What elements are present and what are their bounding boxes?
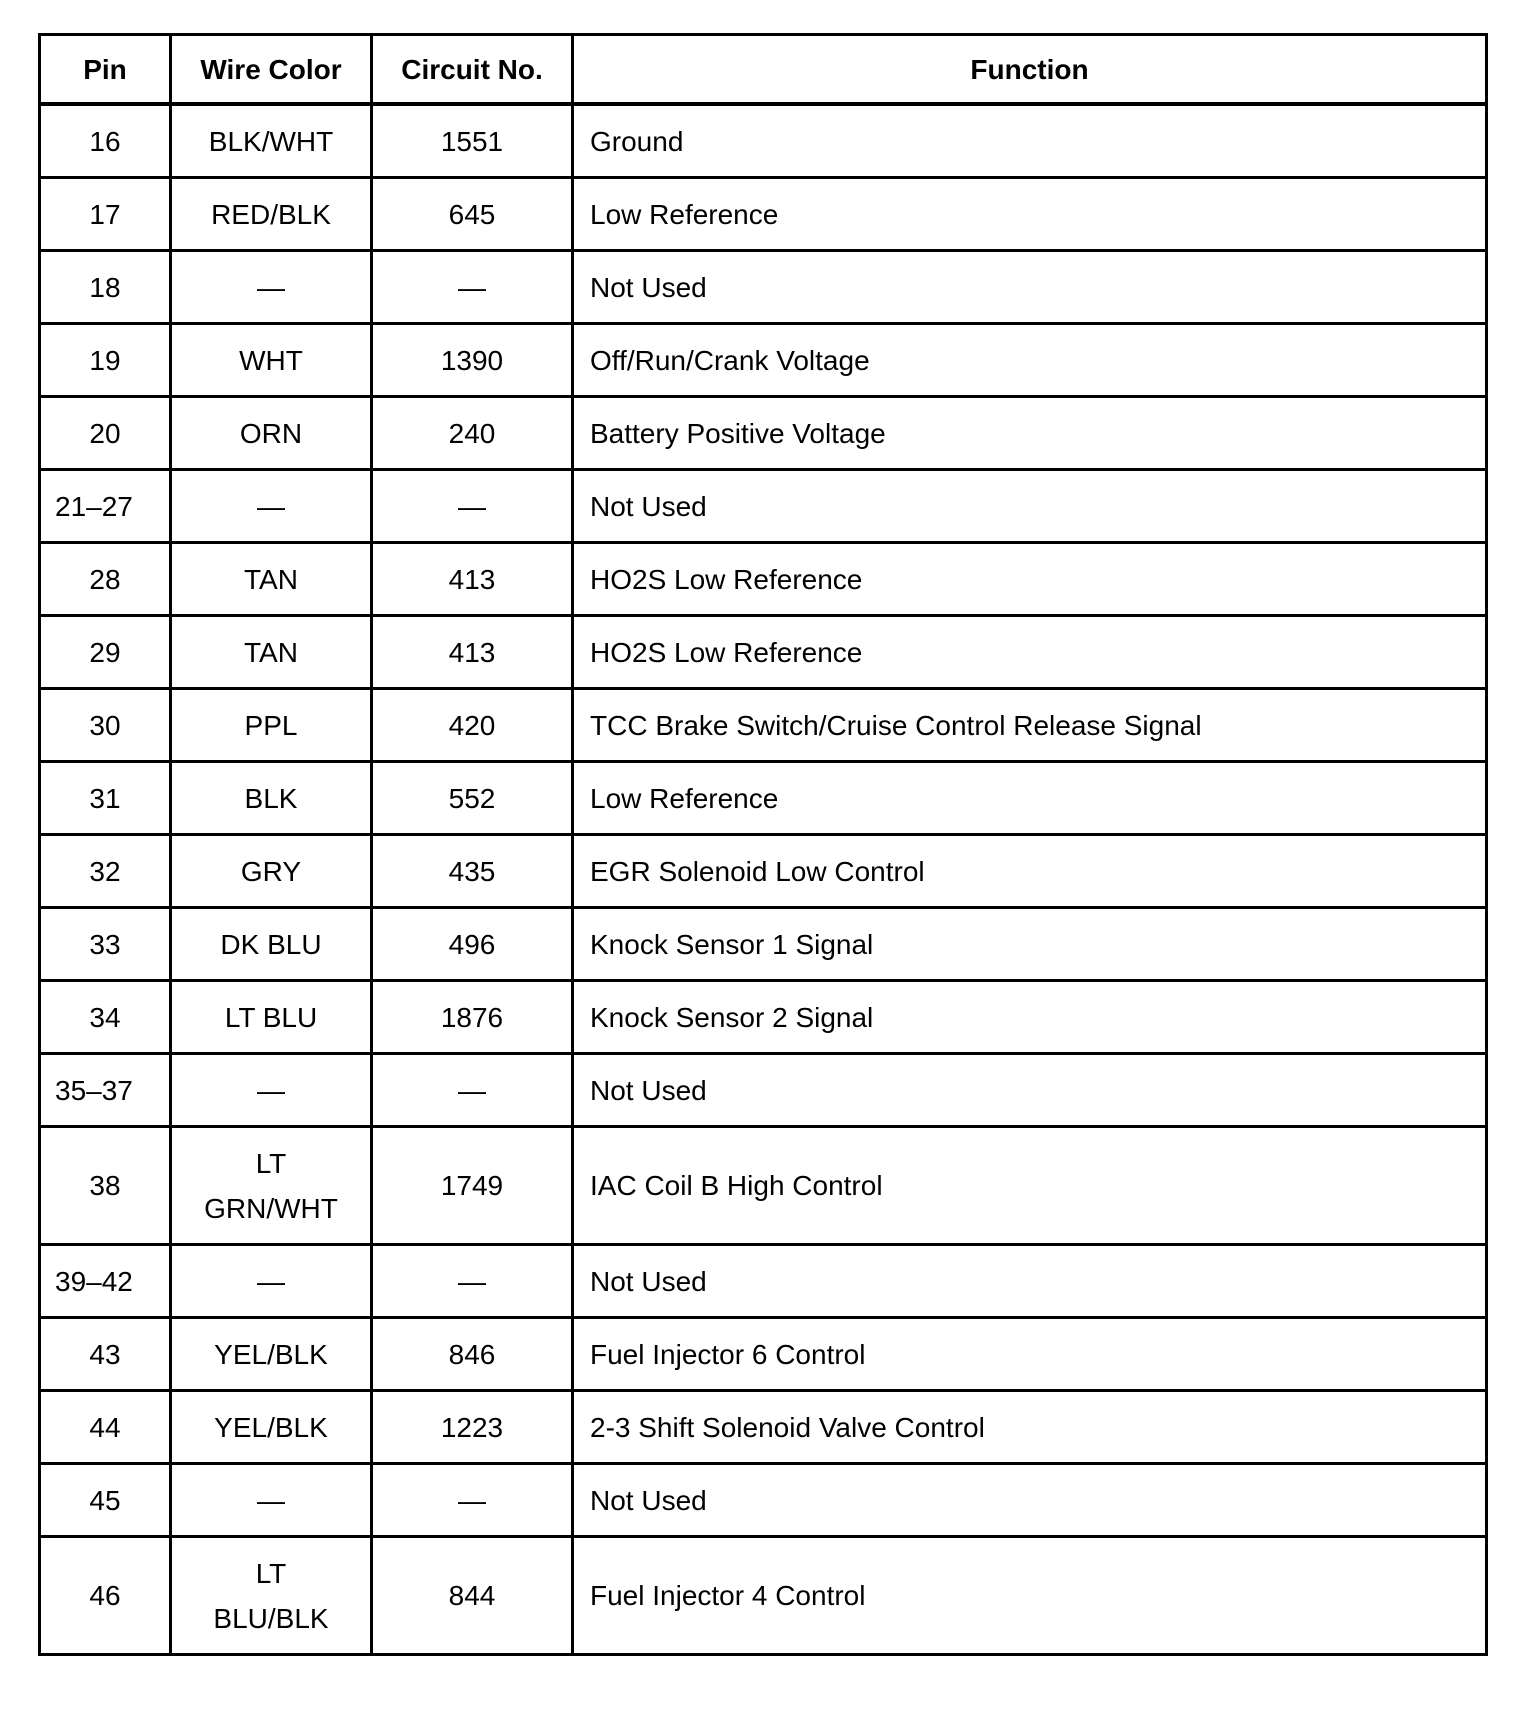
table-row <box>40 1127 1487 1245</box>
table-row <box>40 1391 1487 1464</box>
function-cell: HO2S Low Reference <box>573 616 1487 689</box>
circuit-cell: 844 <box>372 1537 573 1655</box>
table-row <box>40 762 1487 835</box>
pin-cell: 17 <box>40 178 171 251</box>
circuit-cell: 413 <box>372 616 573 689</box>
pin-cell: 30 <box>40 689 171 762</box>
wire-color-cell: TAN <box>171 616 372 689</box>
function-cell: Not Used <box>573 251 1487 324</box>
pin-cell: 29 <box>40 616 171 689</box>
table-row <box>40 1054 1487 1127</box>
wire-color-cell: PPL <box>171 689 372 762</box>
header-circuit-no: Circuit No. <box>372 35 573 105</box>
wire-color-cell: YEL/BLK <box>171 1318 372 1391</box>
pin-cell: 21–27 <box>40 470 171 543</box>
circuit-cell: 1749 <box>372 1127 573 1245</box>
wire-color-cell: — <box>171 1054 372 1127</box>
wire-color-cell <box>171 1127 372 1245</box>
header-function: Function <box>573 35 1487 105</box>
table-row <box>40 397 1487 470</box>
table-row <box>40 178 1487 251</box>
function-cell: Knock Sensor 1 Signal <box>573 908 1487 981</box>
function-cell: EGR Solenoid Low Control <box>573 835 1487 908</box>
table-row <box>40 1464 1487 1537</box>
table-row <box>40 543 1487 616</box>
wire-color-line: LT <box>255 1557 287 1589</box>
circuit-cell: 240 <box>372 397 573 470</box>
wire-color-cell: WHT <box>171 324 372 397</box>
wire-color-cell: RED/BLK <box>171 178 372 251</box>
wire-color-cell: BLK/WHT <box>171 104 372 178</box>
wire-color-cell: YEL/BLK <box>171 1391 372 1464</box>
function-cell: IAC Coil B High Control <box>573 1127 1487 1245</box>
function-cell: Ground <box>573 104 1487 178</box>
pin-cell: 31 <box>40 762 171 835</box>
pin-cell: 43 <box>40 1318 171 1391</box>
function-cell: Not Used <box>573 1054 1487 1127</box>
pin-cell: 34 <box>40 981 171 1054</box>
connector-pinout-table <box>38 33 1488 1656</box>
pin-cell: 33 <box>40 908 171 981</box>
wire-color-cell: — <box>171 470 372 543</box>
function-cell: Battery Positive Voltage <box>573 397 1487 470</box>
circuit-cell: 496 <box>372 908 573 981</box>
circuit-cell: — <box>372 1245 573 1318</box>
pin-cell: 28 <box>40 543 171 616</box>
table-row <box>40 835 1487 908</box>
wire-color-line: LT <box>255 1147 287 1179</box>
pin-cell: 38 <box>40 1127 171 1245</box>
function-cell: Low Reference <box>573 762 1487 835</box>
table-row <box>40 251 1487 324</box>
table-row <box>40 981 1487 1054</box>
function-cell: 2-3 Shift Solenoid Valve Control <box>573 1391 1487 1464</box>
wire-color-cell <box>171 1537 372 1655</box>
table-row <box>40 908 1487 981</box>
pin-cell: 35–37 <box>40 1054 171 1127</box>
pin-cell: 20 <box>40 397 171 470</box>
circuit-cell: — <box>372 1464 573 1537</box>
circuit-cell: 1551 <box>372 104 573 178</box>
table-row <box>40 470 1487 543</box>
circuit-cell: 1390 <box>372 324 573 397</box>
table-row <box>40 324 1487 397</box>
wire-color-cell: — <box>171 1464 372 1537</box>
wire-color-cell: DK BLU <box>171 908 372 981</box>
circuit-cell: 413 <box>372 543 573 616</box>
table-row <box>40 1318 1487 1391</box>
function-cell: TCC Brake Switch/Cruise Control Release Signal <box>573 689 1487 762</box>
function-cell: Low Reference <box>573 178 1487 251</box>
header-pin: Pin <box>40 35 171 105</box>
function-cell: Not Used <box>573 470 1487 543</box>
wire-color-line: BLU/BLK <box>213 1602 329 1634</box>
circuit-cell: 645 <box>372 178 573 251</box>
wire-color-cell: TAN <box>171 543 372 616</box>
table-row <box>40 689 1487 762</box>
function-cell: Fuel Injector 6 Control <box>573 1318 1487 1391</box>
function-cell: HO2S Low Reference <box>573 543 1487 616</box>
circuit-cell: 846 <box>372 1318 573 1391</box>
pin-cell: 32 <box>40 835 171 908</box>
function-cell: Fuel Injector 4 Control <box>573 1537 1487 1655</box>
circuit-cell: 435 <box>372 835 573 908</box>
pin-cell: 19 <box>40 324 171 397</box>
pin-cell: 45 <box>40 1464 171 1537</box>
pin-cell: 18 <box>40 251 171 324</box>
pin-cell: 16 <box>40 104 171 178</box>
table-row <box>40 616 1487 689</box>
wire-color-cell: — <box>171 1245 372 1318</box>
table-row <box>40 104 1487 178</box>
pin-cell: 44 <box>40 1391 171 1464</box>
wire-color-cell: BLK <box>171 762 372 835</box>
circuit-cell: 420 <box>372 689 573 762</box>
circuit-cell: 552 <box>372 762 573 835</box>
wire-color-line: GRN/WHT <box>204 1192 338 1224</box>
function-cell: Not Used <box>573 1464 1487 1537</box>
wire-color-cell: LT BLU <box>171 981 372 1054</box>
table-row <box>40 1245 1487 1318</box>
circuit-cell: — <box>372 1054 573 1127</box>
wire-color-cell: — <box>171 251 372 324</box>
table-row <box>40 1537 1487 1655</box>
circuit-cell: — <box>372 470 573 543</box>
function-cell: Knock Sensor 2 Signal <box>573 981 1487 1054</box>
circuit-cell: 1876 <box>372 981 573 1054</box>
circuit-cell: — <box>372 251 573 324</box>
wire-color-cell: ORN <box>171 397 372 470</box>
header-row <box>40 35 1487 105</box>
pin-cell: 46 <box>40 1537 171 1655</box>
function-cell: Not Used <box>573 1245 1487 1318</box>
circuit-cell: 1223 <box>372 1391 573 1464</box>
wire-color-cell: GRY <box>171 835 372 908</box>
header-wire-color: Wire Color <box>171 35 372 105</box>
function-cell: Off/Run/Crank Voltage <box>573 324 1487 397</box>
pin-cell: 39–42 <box>40 1245 171 1318</box>
